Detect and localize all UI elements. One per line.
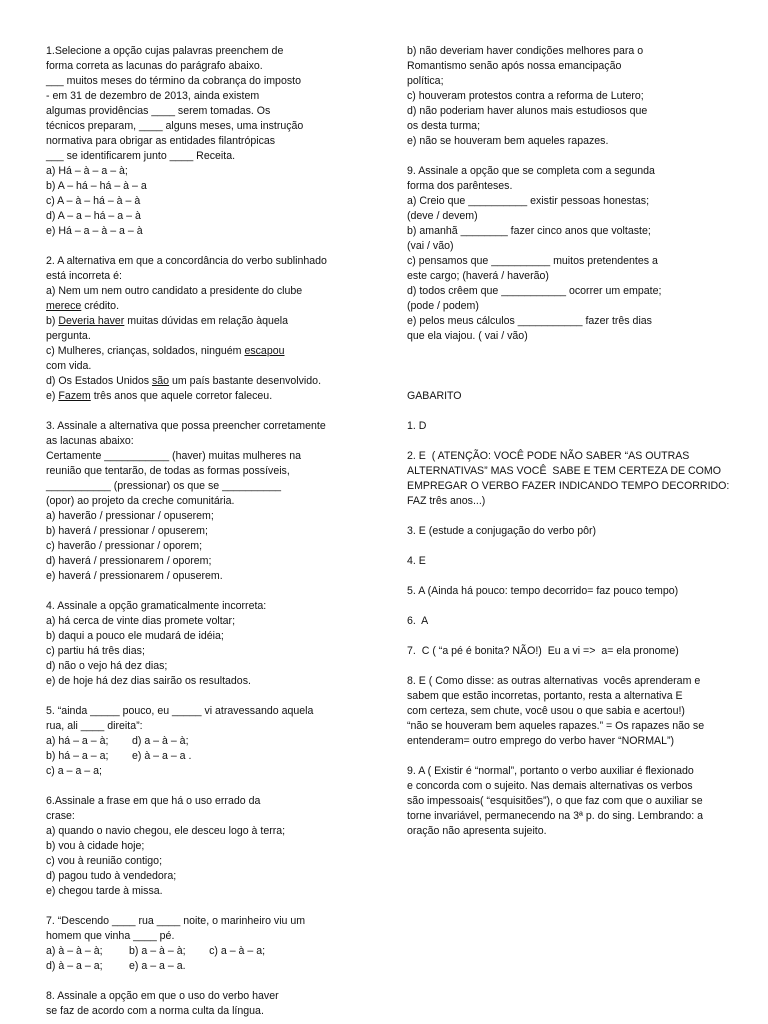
text-line: forma dos parênteses. — [407, 180, 513, 192]
blank-line — [46, 404, 364, 419]
text-line: d) não poderiam haver alunos mais estudiosos que — [407, 105, 648, 117]
text-line: b) daqui a pouco ele mudará de idéia; — [46, 630, 224, 642]
text-line: 3. E (estude a conjugação do verbo pôr) — [407, 525, 597, 537]
text-line: c) houveram protestos contra a reforma de Lutero; — [407, 90, 644, 102]
text-line — [46, 344, 364, 359]
text-line: se faz de acordo com a norma culta da língua. — [46, 1005, 264, 1017]
text-line — [46, 314, 364, 329]
text-line: a) à – à – à; b) a – à – à; c) a – à – a; — [46, 945, 266, 957]
underlined-verb: são — [151, 375, 170, 387]
text-line: forma correta as lacunas do parágrafo abaixo. — [46, 60, 263, 72]
blank-line — [407, 599, 733, 614]
blank-line — [46, 779, 364, 794]
underlined-verb: Fazem — [58, 390, 91, 402]
text-line: 8. E ( Como disse: as outras alternativas vocês aprenderam e — [407, 675, 701, 687]
text-line: a) Há – à – a – à; — [46, 165, 128, 177]
text-line: Certamente ___________ (haver) muitas mulheres na — [46, 450, 301, 462]
text-line: entenderam= outro emprego do verbo haver “NORMAL”) — [407, 735, 675, 747]
text-line: os desta turma; — [407, 120, 481, 132]
text-line: técnicos preparam, ____ alguns meses, uma instrução — [46, 120, 304, 132]
text-line: homem que vinha ____ pé. — [46, 930, 175, 942]
text-segment: crédito. — [81, 300, 120, 312]
text-line: a) quando o navio chegou, ele desceu logo à terra; — [46, 825, 286, 837]
text-line: Romantismo senão após nossa emancipação — [407, 60, 622, 72]
text-line: b) há – a – a; e) à – a – a . — [46, 750, 192, 762]
text-line — [46, 299, 364, 314]
blank-line — [407, 629, 733, 644]
text-line: (pode / podem) — [407, 300, 479, 312]
text-line: e) Há – a – à – a – à — [46, 225, 143, 237]
blank-line — [46, 239, 364, 254]
text-line: c) partiu há três dias; — [46, 645, 145, 657]
text-line: - em 31 de dezembro de 2013, ainda existem — [46, 90, 260, 102]
text-line: ALTERNATIVAS” MAS VOCÊ SABE E TEM CERTEZA DE COMO — [407, 465, 721, 477]
text-line: d) haverá / pressionarem / oporem; — [46, 555, 212, 567]
text-line: 9. Assinale a opção que se completa com a segunda — [407, 165, 655, 177]
text-line: d) A – a – há – a – à — [46, 210, 141, 222]
text-line: a) Creio que __________ existir pessoas honestas; — [407, 195, 650, 207]
text-line: ___________ (pressionar) os que se __________ — [46, 480, 282, 492]
text-line: c) haverão / pressionar / oporem; — [46, 540, 203, 552]
text-line: d) à – a – a; e) a – a – a. — [46, 960, 186, 972]
text-line: 7. C ( “a pé é bonita? NÃO!) Eu a vi => a= ela pronome) — [407, 645, 679, 657]
text-line: ___ se identificarem junto ____ Receita. — [46, 150, 236, 162]
blank-line — [407, 569, 733, 584]
blank-line — [407, 374, 733, 389]
text-line: b) haverá / pressionar / opuserem; — [46, 525, 208, 537]
left-column — [46, 44, 364, 1019]
text-line: 9. A ( Existir é “normal”, portanto o verbo auxiliar é flexionado — [407, 765, 694, 777]
text-line: 2. A alternativa em que a concordância do verbo sublinhado — [46, 255, 327, 267]
text-line: rua, ali ____ direita”: — [46, 720, 143, 732]
text-segment: três anos que aquele corretor faleceu. — [90, 390, 273, 402]
text-line: 5. A (Ainda há pouco: tempo decorrido= faz pouco tempo) — [407, 585, 679, 597]
text-line: 7. “Descendo ____ rua ____ noite, o marinheiro viu um — [46, 915, 306, 927]
blank-line — [46, 974, 364, 989]
text-line: as lacunas abaixo: — [46, 435, 134, 447]
text-line: b) não deveriam haver condições melhores para o — [407, 45, 644, 57]
text-line: 5. “ainda _____ pouco, eu _____ vi atravessando aquela — [46, 705, 314, 717]
text-line — [46, 389, 364, 404]
text-line: c) vou à reunião contigo; — [46, 855, 163, 867]
underlined-verb: escapou — [244, 345, 285, 357]
text-line: a) haverão / pressionar / opuserem; — [46, 510, 214, 522]
text-line: está incorreta é: — [46, 270, 122, 282]
text-line: crase: — [46, 810, 75, 822]
text-segment: b) — [46, 315, 59, 327]
text-line: ___ muitos meses do término da cobrança do imposto — [46, 75, 301, 87]
text-line — [46, 374, 364, 389]
text-segment: d) Os Estados Unidos — [46, 375, 152, 387]
underlined-verb: merece — [46, 300, 82, 312]
text-line: e) haverá / pressionarem / opuserem. — [46, 570, 223, 582]
text-segment: um país bastante desenvolvido. — [169, 375, 322, 387]
blank-line — [407, 749, 733, 764]
text-line: e) de hoje há dez dias sairão os resultados. — [46, 675, 251, 687]
text-line: a) Nem um nem outro candidato a presidente do clube — [46, 285, 303, 297]
blank-line — [407, 509, 733, 524]
text-line: com certeza, sem chute, você usou o que sabia e acertou!) — [407, 705, 685, 717]
text-line: (opor) ao projeto da creche comunitária. — [46, 495, 235, 507]
text-line: (deve / devem) — [407, 210, 478, 222]
blank-line — [407, 539, 733, 554]
text-segment: c) Mulheres, crianças, soldados, ninguém — [46, 345, 245, 357]
text-line: (vai / vão) — [407, 240, 454, 252]
text-line: b) A – há – há – à – a — [46, 180, 147, 192]
text-line: c) pensamos que __________ muitos pretendentes a — [407, 255, 658, 267]
text-line: 8. Assinale a opção em que o uso do verbo haver — [46, 990, 279, 1002]
text-line: e) pelos meus cálculos ___________ fazer três dias — [407, 315, 652, 327]
blank-line — [407, 344, 733, 359]
text-line: EMPREGAR O VERBO FAZER INDICANDO TEMPO DECORRIDO: — [407, 480, 730, 492]
text-line: que ela viajou. ( vai / vão) — [407, 330, 528, 342]
blank-line — [46, 689, 364, 704]
text-line: e concorda com o sujeito. Nas demais alternativas os verbos — [407, 780, 693, 792]
text-line: 3. Assinale a alternativa que possa preencher corretamente — [46, 420, 326, 432]
text-line: b) amanhã ________ fazer cinco anos que voltaste; — [407, 225, 651, 237]
blank-line — [407, 434, 733, 449]
blank-line — [407, 659, 733, 674]
text-line: e) chegou tarde à missa. — [46, 885, 163, 897]
text-line: “não se houveram bem aqueles rapazes.” = Os rapazes não se — [407, 720, 705, 732]
text-line: c) a – a – a; — [46, 765, 102, 777]
blank-line — [407, 359, 733, 374]
text-line: 4. E — [407, 555, 426, 567]
text-line: oração não apresenta sujeito. — [407, 825, 547, 837]
text-line: a) há cerca de vinte dias promete voltar; — [46, 615, 236, 627]
text-line: política; — [407, 75, 444, 87]
blank-line — [46, 584, 364, 599]
text-line: são impessoais( “esquisitões”), o que faz com que o auxiliar se — [407, 795, 703, 807]
text-line: 6. A — [407, 615, 429, 627]
text-line: d) pagou tudo à vendedora; — [46, 870, 177, 882]
blank-line — [407, 149, 733, 164]
text-line: 6.Assinale a frase em que há o uso errado da — [46, 795, 261, 807]
text-line: c) A – à – há – à – à — [46, 195, 141, 207]
text-line: 1. D — [407, 420, 427, 432]
text-line: 4. Assinale a opção gramaticalmente incorreta: — [46, 600, 267, 612]
blank-line — [407, 404, 733, 419]
text-segment: e) — [46, 390, 59, 402]
text-line: algumas providências ____ serem tomadas. Os — [46, 105, 271, 117]
text-line: d) não o vejo há dez dias; — [46, 660, 168, 672]
text-line: 1.Selecione a opção cujas palavras preenchem de — [46, 45, 284, 57]
text-line: a) há – a – à; d) a – à – à; — [46, 735, 189, 747]
text-segment: muitas dúvidas em relação àquela — [124, 315, 289, 327]
blank-line — [46, 899, 364, 914]
text-line: com vida. — [46, 360, 92, 372]
text-line: este cargo; (haverá / haverão) — [407, 270, 549, 282]
text-line: GABARITO — [407, 390, 462, 402]
text-line: pergunta. — [46, 330, 91, 342]
underlined-verb: Deveria haver — [58, 315, 125, 327]
text-line: normativa para obrigar as entidades filantrópicas — [46, 135, 276, 147]
text-line: d) todos crêem que ___________ ocorrer um empate; — [407, 285, 662, 297]
text-line: sabem que estão incorretas, portanto, resta a alternativa E — [407, 690, 683, 702]
text-line: torne invariável, permanecendo na 3ª p. do sing. Lembrando: a — [407, 810, 704, 822]
text-line: 2. E ( ATENÇÃO: VOCÊ PODE NÃO SABER “AS OUTRAS — [407, 450, 690, 462]
text-line: reunião que tentarão, de todas as formas possíveis, — [46, 465, 290, 477]
text-line: e) não se houveram bem aqueles rapazes. — [407, 135, 609, 147]
right-column — [407, 44, 733, 839]
text-line: FAZ três anos...) — [407, 495, 486, 507]
text-line: b) vou à cidade hoje; — [46, 840, 145, 852]
